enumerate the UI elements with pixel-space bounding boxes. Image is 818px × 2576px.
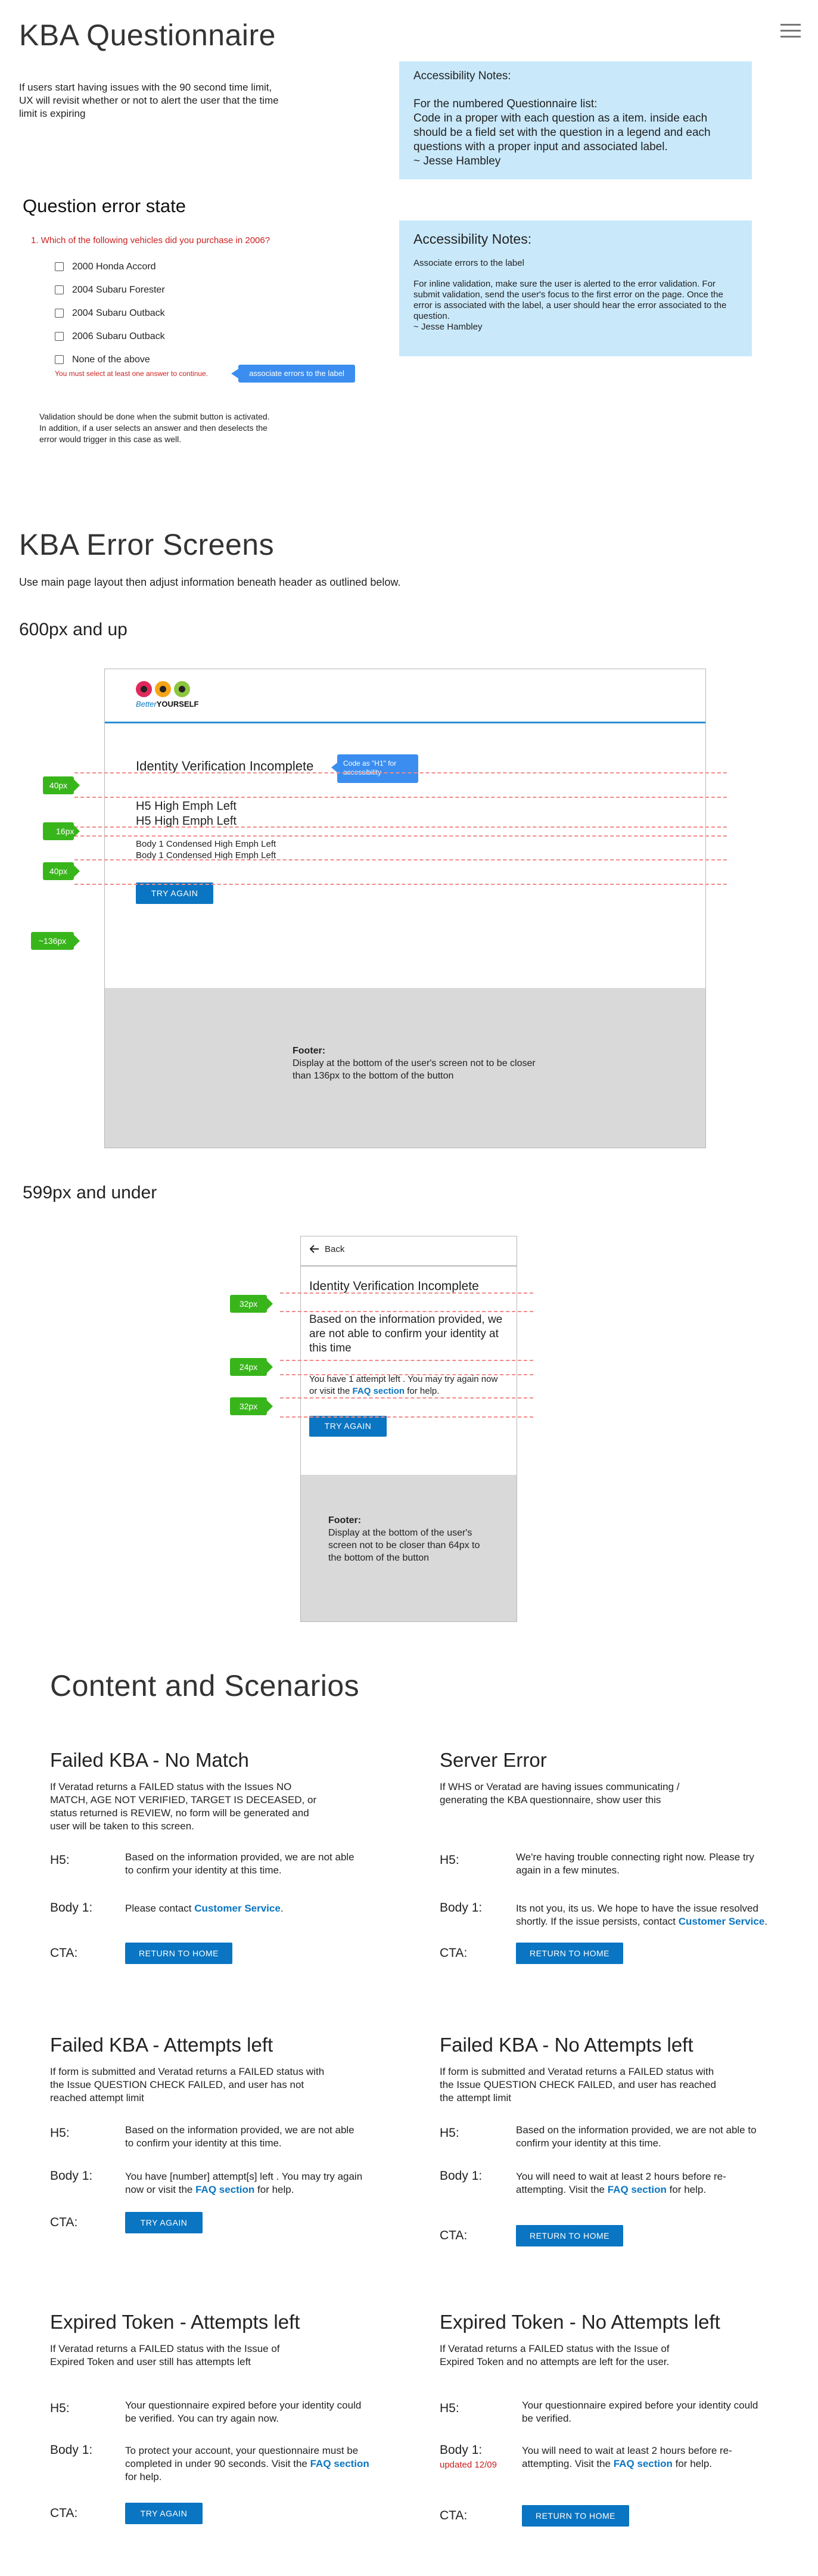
cta-label: CTA: [440,2509,468,2522]
scenario-desc: If Veratad returns a FAILED status with the Issues NO MATCH, AGE NOT VERIFIED, TARGET IS DECEASED, or status returned is REVIEW, no form will be generated and user will be taken to this screen. [50,1781,317,1832]
note-title: Accessibility Notes: [413,231,532,247]
section-title: Question error state [23,195,186,216]
customer-service-link[interactable]: Customer Service [678,1916,765,1927]
body-label: Body 1: [50,2443,93,2457]
body-pre: You have 1 attempt left . You may try again now or visit the [309,1374,498,1396]
face-icon [174,681,190,697]
back-link[interactable] [309,1244,344,1254]
scenario-title: Failed KBA - No Match [50,1749,249,1771]
checkbox-icon[interactable] [55,285,64,294]
cta-label: CTA: [50,1946,78,1960]
body-value [522,2444,766,2471]
body-value [125,2170,363,2196]
desktop-mockup [104,669,706,1148]
footer-placeholder [105,988,705,1148]
body-post: for help. [672,2458,713,2469]
option-label: 2004 Subaru Forester [72,284,165,295]
h5-value: We're having trouble connecting right now. Please try again in a few minutes. [516,1851,754,1876]
option-label: 2006 Subaru Outback [72,331,165,341]
body-post: for help. [125,2471,162,2482]
spacing-tag: 32px [230,1397,267,1415]
return-home-button[interactable]: RETURN TO HOME [522,2505,629,2527]
logo-better: Better [136,700,157,709]
body-post: for help. [254,2184,294,2195]
body-text [309,1374,500,1397]
face-icon [155,681,171,697]
body-value [516,2170,766,2196]
scenario-title: Server Error [440,1749,547,1771]
body-label: Body 1: [440,2443,483,2457]
header-divider [105,722,705,723]
logo-yourself: YOURSELF [156,700,199,709]
body-pre: To protect your account, your questionnaire must be completed in under 90 seconds. Visit the [125,2445,359,2469]
try-again-button[interactable]: TRY AGAIN [309,1416,387,1437]
intro-text: If users start having issues with the 90 second time limit, UX will revisit whether or not to alert the user that the time limit is expiring [19,82,279,119]
faq-link[interactable]: FAQ section [613,2458,673,2469]
redline [280,1374,533,1375]
try-again-button[interactable]: TRY AGAIN [136,883,213,904]
h5-text [136,799,237,829]
answer-option[interactable] [55,302,165,325]
cta-label: CTA: [440,2229,468,2242]
try-again-button[interactable]: TRY AGAIN [125,2212,203,2233]
breakpoint-heading: 600px and up [19,620,127,639]
footer-title: Footer: [293,1046,326,1056]
scenario-desc: If WHS or Veratad are having issues communicating / generating the KBA questionnaire, show user this [440,1781,680,1806]
logo-text [136,700,198,709]
faq-link[interactable]: FAQ section [352,1386,405,1396]
h5-label: H5: [50,2401,70,2415]
back-label: Back [325,1244,345,1254]
back-arrow-icon [309,1244,320,1254]
h5-value: Your questionnaire expired before your identity could be verified. You can try again now. [125,2400,362,2424]
redline [280,1292,533,1294]
accessibility-note [399,220,752,356]
checkbox-icon[interactable] [55,309,64,318]
checkbox-icon[interactable] [55,262,64,271]
mobile-header [301,1236,517,1266]
footer-title: Footer: [328,1515,362,1525]
body-post: for help. [405,1386,440,1396]
spacing-tag: 24px [230,1358,267,1376]
answer-option[interactable] [55,255,165,278]
scenario-title: Failed KBA - No Attempts left [440,2034,693,2056]
footer-note [328,1514,495,1564]
cta-label: CTA: [50,2215,78,2229]
spacing-tag: 40px [43,862,74,880]
redline [280,1416,533,1418]
h5-value: Based on the information provided, we are not able to confirm your identity at this time. [516,2124,757,2149]
faq-link[interactable]: FAQ section [195,2184,255,2195]
scenario-title: Failed KBA - Attempts left [50,2034,273,2056]
scenario-title: Expired Token - Attempts left [50,2311,300,2333]
h5-value: Based on the information provided, we are not able to confirm your identity at this time. [125,1851,354,1876]
page-title: KBA Questionnaire [19,18,276,52]
note-body: For inline validation, make sure the user is alerted to the error validation. For submit validation, send the user's focus to the first error on the page. Once the error is associated with the label, a user should hear the error associated to the question. ~ Jesse Hambley [413,279,727,332]
hamburger-menu-icon[interactable] [780,24,801,39]
h5-line: H5 High Emph Left [136,815,237,828]
scenario-desc: If Veratad returns a FAILED status with the Issue of Expired Token and user still has attempts left [50,2343,280,2367]
face-icon [136,681,152,697]
body-pre: You will need to wait at least 2 hours before re-attempting. Visit the [516,2171,726,2195]
checkbox-icon[interactable] [55,332,64,341]
body-line: Body 1 Condensed High Emph Left [136,839,276,849]
body-label: Body 1: [440,1901,483,1915]
body-post: . [280,1903,284,1914]
section-subtitle: Use main page layout then adjust information beneath header as outlined below. [19,576,401,588]
error-heading: Identity Verification Incomplete [136,759,314,773]
body-post: . [764,1916,768,1927]
body-label: Body 1: [440,2169,483,2183]
redline [74,797,727,798]
spacing-tag: 40px [43,776,74,794]
cta-label: CTA: [440,1946,468,1960]
answer-option[interactable] [55,325,165,348]
callout-arrow [331,763,337,772]
h5-value: Based on the information provided, we are not able to confirm your identity at this time. [125,2124,354,2149]
cta-label: CTA: [50,2506,78,2520]
option-label: 2004 Subaru Outback [72,307,165,318]
redline [280,1311,533,1312]
redline [74,826,727,828]
body-value [125,2444,369,2484]
body-value [125,1902,363,1915]
scenario-desc: If form is submitted and Veratad returns a FAILED status with the Issue QUESTION CHECK FAILED, and user has not reached attempt limit [50,2066,325,2103]
h5-label: H5: [50,1853,70,1867]
body-label: Body 1: [50,1901,93,1915]
h5-text: Based on the information provided, we are not able to confirm your identity at this time [309,1313,503,1354]
option-label: 2000 Honda Accord [72,261,156,272]
answer-option[interactable] [55,348,165,371]
note-title: Accessibility Notes: [413,70,511,82]
logo [136,681,198,709]
body-pre: You have [number] attempt[s] left . You may try again now or visit the [125,2171,363,2195]
return-home-button[interactable]: RETURN TO HOME [125,1943,232,1964]
answer-options [55,255,165,371]
faq-link[interactable]: FAQ section [607,2184,667,2195]
scenario-desc: If form is submitted and Veratad returns a FAILED status with the Issue QUESTION CHECK FAILED, and user has reached the attempt limit [440,2066,716,2103]
body-pre: You will need to wait at least 2 hours before re-attempting. Visit the [522,2445,732,2469]
body-label: Body 1: [50,2169,93,2183]
spacing-tag: 32px [230,1295,267,1313]
section-title: Content and Scenarios [50,1669,360,1702]
body-post: for help. [666,2184,707,2195]
scenario-desc: If Veratad returns a FAILED status with the Issue of Expired Token and no attempts are left for the user. [440,2343,670,2367]
h5-value: Your questionnaire expired before your identity could be verified. [522,2400,758,2424]
redline [74,835,727,837]
footer-body: Display at the bottom of the user's screen not to be closer than 136px to the bottom of the button [293,1058,536,1081]
redline [74,859,727,860]
try-again-button[interactable]: TRY AGAIN [125,2503,203,2524]
body-pre: Please contact [125,1903,195,1914]
faq-link[interactable]: FAQ section [310,2458,369,2469]
return-home-button[interactable]: RETURN TO HOME [516,1943,623,1964]
redline [280,1397,533,1399]
error-callout: associate errors to the label [238,365,355,383]
h5-label: H5: [440,2401,459,2415]
h5-label: H5: [50,2126,70,2140]
redline [74,772,727,773]
h5-label: H5: [440,2126,459,2140]
validation-note: Validation should be done when the submit button is activated. In addition, if a user selects an answer and then deselects the error would trigger in this case as well. [39,412,270,444]
footer-note [293,1045,543,1082]
footer-body: Display at the bottom of the user's screen not to be closer than 64px to the bottom of the button [328,1528,480,1563]
mobile-mockup [300,1236,517,1622]
breakpoint-heading: 599px and under [23,1183,157,1202]
checkbox-icon[interactable] [55,355,64,364]
body-text [136,838,276,861]
logo-faces [136,681,198,697]
code-note-callout: Code as "H1" for accessibility [337,754,418,783]
section-title: KBA Error Screens [19,528,275,561]
redline [280,1360,533,1361]
callout-arrow [231,369,238,378]
updated-note: updated 12/09 [440,2460,497,2470]
redline [74,884,727,885]
spacing-tag: ~136px [31,932,74,950]
body-line: Body 1 Condensed High Emph Left [136,850,276,860]
note-line: Associate errors to the label [413,258,524,268]
body-value [516,1902,790,1928]
footer-placeholder [301,1475,517,1621]
question-text: 1. Which of the following vehicles did you purchase in 2006? [31,235,270,246]
spacing-tag: 16px [43,822,74,840]
answer-option[interactable] [55,278,165,302]
note-body: For the numbered Questionnaire list: Code in a proper with each question as a item. inside each should be a field set with the question in a legend and each questions with a proper input and associated label. ~ Jesse Hambley [413,98,711,167]
scenario-title: Expired Token - No Attempts left [440,2311,720,2333]
customer-service-link[interactable]: Customer Service [194,1903,281,1914]
h5-line: H5 High Emph Left [136,800,237,813]
accessibility-note [399,61,752,179]
h5-label: H5: [440,1853,459,1867]
error-message: You must select at least one answer to continue. [55,369,209,378]
return-home-button[interactable]: RETURN TO HOME [516,2225,623,2246]
body-pre: Its not you, its us. We hope to have the issue resolved shortly. If the issue persists, contact [516,1903,758,1927]
option-label: None of the above [72,354,150,365]
error-heading: Identity Verification Incomplete [309,1279,479,1293]
